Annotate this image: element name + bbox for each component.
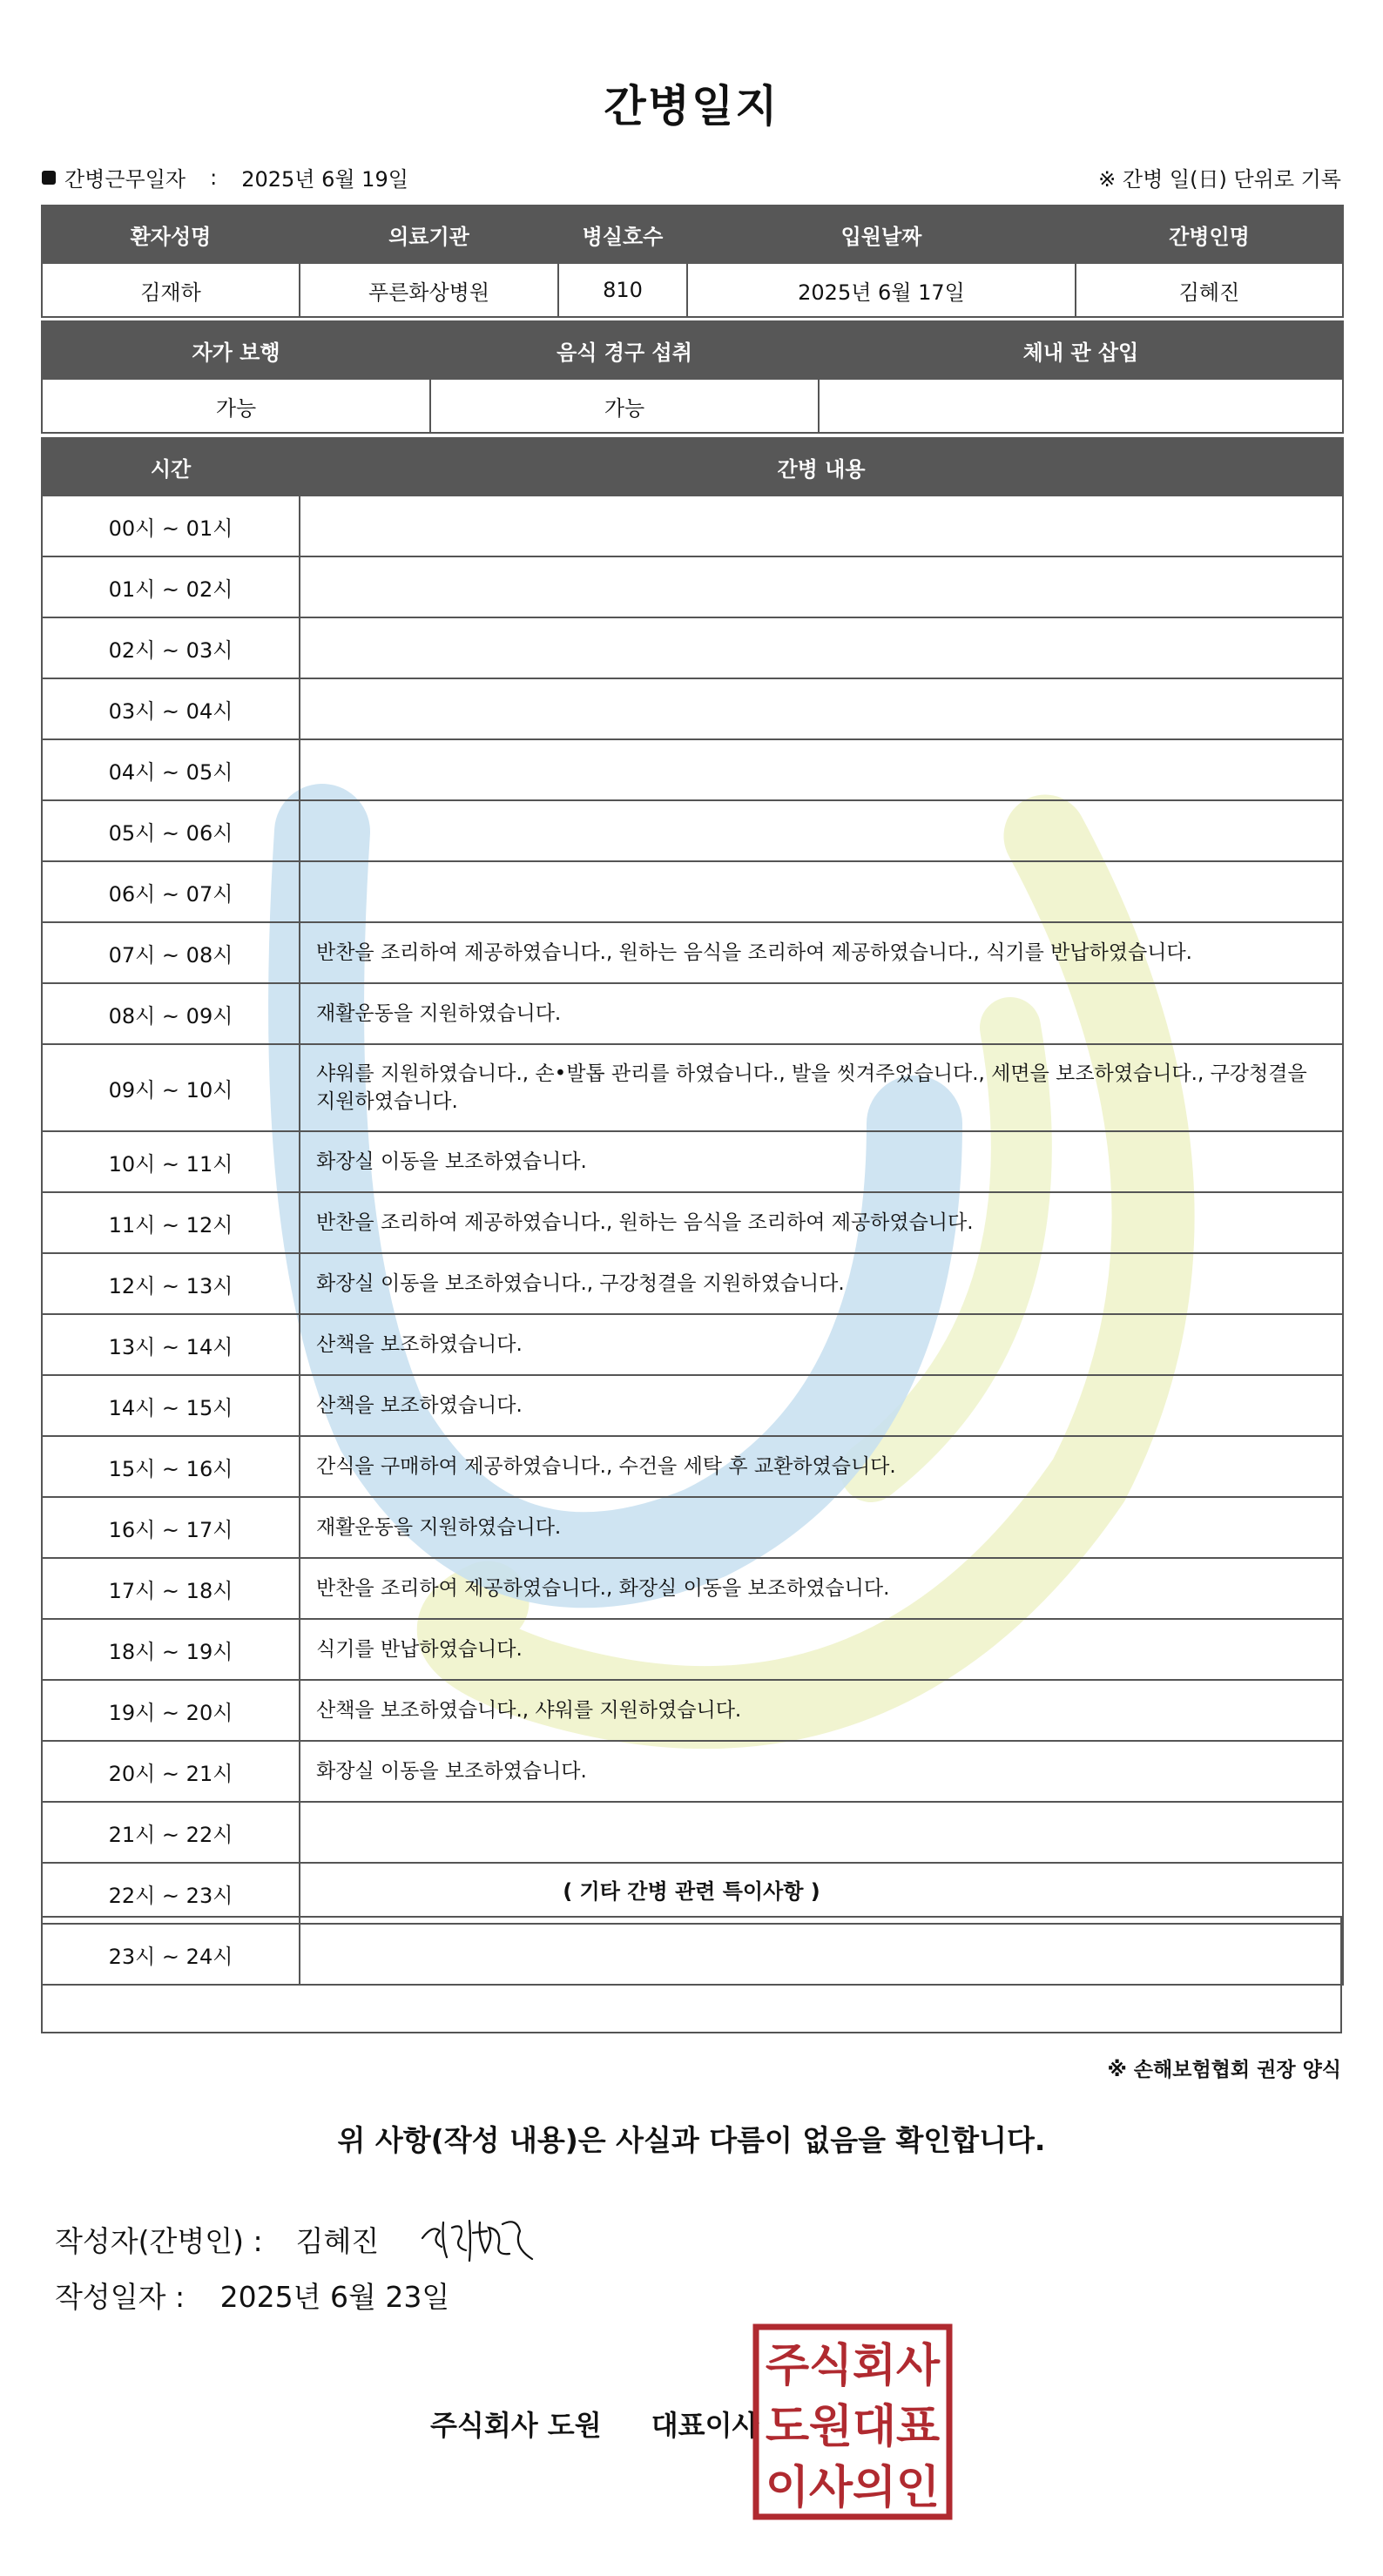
writer-label: 작성자(간병인) : — [55, 2223, 263, 2258]
log-time: 22시 ~ 23시 — [42, 1863, 300, 1924]
page-title: 간병일지 — [604, 81, 779, 131]
svg-text:도: 도 — [765, 2401, 810, 2453]
log-row — [42, 1558, 1343, 1619]
svg-text:표: 표 — [895, 2401, 941, 2453]
log-time: 09시 ~ 10시 — [42, 1044, 300, 1131]
log-content: 반찬을 조리하여 제공하였습니다., 원하는 음식을 조리하여 제공하였습니다. — [300, 1192, 1343, 1253]
log-content — [300, 1802, 1343, 1863]
header-tube-insertion: 체내 관 삽입 — [819, 321, 1343, 379]
log-time: 20시 ~ 21시 — [42, 1741, 300, 1802]
care-log-table — [41, 437, 1344, 1986]
log-row — [42, 1131, 1343, 1192]
special-notes-title: ( 기타 간병 관련 특이사항 ) — [563, 1879, 820, 1904]
log-time: 16시 ~ 17시 — [42, 1497, 300, 1558]
log-content — [300, 678, 1343, 739]
log-row — [42, 1497, 1343, 1558]
written-date-value: 2025년 6월 23일 — [219, 2280, 450, 2314]
log-row — [42, 1375, 1343, 1436]
log-content: 샤워를 지원하였습니다., 손•발톱 관리를 하였습니다., 발을 씻겨주었습니다., 세면을 보조하였습니다., 구강청결을 지원하였습니다. — [300, 1044, 1343, 1131]
log-content: 식기를 반납하였습니다. — [300, 1619, 1343, 1680]
log-time: 00시 ~ 01시 — [42, 496, 300, 556]
written-date-row — [55, 2275, 449, 2316]
record-note: ※ 간병 일(日) 단위로 기록 — [1098, 167, 1341, 192]
log-time: 14시 ~ 15시 — [42, 1375, 300, 1436]
bullet-square-icon — [42, 171, 56, 185]
log-time: 04시 ~ 05시 — [42, 739, 300, 800]
log-content — [300, 739, 1343, 800]
log-content: 반찬을 조리하여 제공하였습니다., 화장실 이동을 보조하였습니다. — [300, 1558, 1343, 1619]
log-row — [42, 1619, 1343, 1680]
company-seal-stamp — [752, 2323, 953, 2520]
log-content — [300, 496, 1343, 556]
room-number: 810 — [558, 263, 687, 317]
confirmation-statement: 위 사항(작성 내용)은 사실과 다름이 없음을 확인합니다. — [337, 2123, 1046, 2157]
work-date-colon: : — [210, 165, 218, 190]
header-care-content: 간병 내용 — [300, 438, 1343, 496]
log-row — [42, 1680, 1343, 1741]
log-time: 07시 ~ 08시 — [42, 922, 300, 983]
log-content: 간식을 구매하여 제공하였습니다., 수건을 세탁 후 교환하였습니다. — [300, 1436, 1343, 1497]
header-self-walking: 자가 보행 — [42, 321, 430, 379]
log-time: 18시 ~ 19시 — [42, 1619, 300, 1680]
log-content: 반찬을 조리하여 제공하였습니다., 원하는 음식을 조리하여 제공하였습니다., 식기를 반납하였습니다. — [300, 922, 1343, 983]
log-content: 산책을 보조하였습니다. — [300, 1375, 1343, 1436]
log-time: 03시 ~ 04시 — [42, 678, 300, 739]
company-signature-line — [430, 2404, 759, 2444]
svg-text:식: 식 — [808, 2340, 853, 2392]
header-patient-name: 환자성명 — [42, 206, 300, 263]
patient-header-row — [42, 206, 1343, 263]
log-row — [42, 1802, 1343, 1863]
log-row — [42, 678, 1343, 739]
svg-text:대: 대 — [852, 2401, 897, 2453]
log-row — [42, 983, 1343, 1044]
representative-title: 대표이사 — [651, 2409, 759, 2442]
log-row — [42, 739, 1343, 800]
log-row — [42, 556, 1343, 617]
log-row — [42, 1253, 1343, 1314]
log-time: 08시 ~ 09시 — [42, 983, 300, 1044]
log-row — [42, 800, 1343, 861]
patient-name: 김재하 — [42, 263, 300, 317]
work-date-value: 2025년 6월 19일 — [241, 167, 408, 192]
log-time: 10시 ~ 11시 — [42, 1131, 300, 1192]
hospital-name: 푸른화상병원 — [300, 263, 558, 317]
log-row — [42, 1192, 1343, 1253]
log-row — [42, 1741, 1343, 1802]
oral-intake-value: 가능 — [430, 379, 819, 433]
self-walking-value: 가능 — [42, 379, 430, 433]
log-content — [300, 617, 1343, 678]
log-time: 01시 ~ 02시 — [42, 556, 300, 617]
log-row — [42, 496, 1343, 556]
writer-name: 김혜진 — [295, 2223, 380, 2258]
svg-text:회: 회 — [852, 2340, 897, 2392]
log-row — [42, 922, 1343, 983]
header-oral-intake: 음식 경구 섭취 — [430, 321, 819, 379]
svg-text:이: 이 — [765, 2462, 810, 2514]
header-time: 시간 — [42, 438, 300, 496]
log-content — [300, 800, 1343, 861]
company-name: 주식회사 도원 — [430, 2409, 602, 2442]
log-content — [300, 556, 1343, 617]
association-note: ※ 손해보험협회 권장 양식 — [1107, 2059, 1341, 2081]
writer-row — [55, 2212, 546, 2266]
log-content: 산책을 보조하였습니다., 샤워를 지원하였습니다. — [300, 1680, 1343, 1741]
log-row — [42, 861, 1343, 922]
log-time: 15시 ~ 16시 — [42, 1436, 300, 1497]
log-content: 화장실 이동을 보조하였습니다., 구강청결을 지원하였습니다. — [300, 1253, 1343, 1314]
log-content — [300, 861, 1343, 922]
written-date-label: 작성일자 : — [55, 2280, 186, 2314]
status-header-row — [42, 321, 1343, 379]
patient-value-row — [42, 263, 1343, 317]
log-time: 11시 ~ 12시 — [42, 1192, 300, 1253]
svg-text:사: 사 — [808, 2462, 853, 2514]
patient-status-table — [41, 320, 1344, 434]
svg-text:사: 사 — [895, 2340, 941, 2392]
header-admission-date: 입원날짜 — [687, 206, 1076, 263]
work-date-label: 간병근무일자 — [64, 167, 186, 192]
log-time: 02시 ~ 03시 — [42, 617, 300, 678]
log-content: 화장실 이동을 보조하였습니다. — [300, 1741, 1343, 1802]
log-row — [42, 1314, 1343, 1375]
svg-text:인: 인 — [895, 2462, 941, 2514]
header-room: 병실호수 — [558, 206, 687, 263]
log-content: 재활운동을 지원하였습니다. — [300, 1497, 1343, 1558]
svg-text:주: 주 — [765, 2340, 810, 2392]
log-time: 12시 ~ 13시 — [42, 1253, 300, 1314]
status-value-row — [42, 379, 1343, 433]
handwritten-signature — [415, 2212, 546, 2266]
svg-text:원: 원 — [808, 2401, 853, 2453]
log-content: 재활운동을 지원하였습니다. — [300, 983, 1343, 1044]
tube-insertion-value — [819, 379, 1343, 433]
log-time: 05시 ~ 06시 — [42, 800, 300, 861]
header-hospital: 의료기관 — [300, 206, 558, 263]
log-time: 23시 ~ 24시 — [42, 1924, 300, 1985]
log-time: 19시 ~ 20시 — [42, 1680, 300, 1741]
admission-date: 2025년 6월 17일 — [687, 263, 1076, 317]
log-time: 21시 ~ 22시 — [42, 1802, 300, 1863]
log-content: 산책을 보조하였습니다. — [300, 1314, 1343, 1375]
log-time: 06시 ~ 07시 — [42, 861, 300, 922]
log-row — [42, 1044, 1343, 1131]
work-date-row — [42, 162, 408, 192]
log-row — [42, 1436, 1343, 1497]
log-content: 화장실 이동을 보조하였습니다. — [300, 1131, 1343, 1192]
special-notes-box — [41, 1916, 1342, 2033]
header-caregiver-name: 간병인명 — [1076, 206, 1343, 263]
log-header-row — [42, 438, 1343, 496]
svg-text:의: 의 — [852, 2462, 897, 2514]
log-row — [42, 617, 1343, 678]
log-time: 13시 ~ 14시 — [42, 1314, 300, 1375]
log-time: 17시 ~ 18시 — [42, 1558, 300, 1619]
caregiver-name: 김혜진 — [1076, 263, 1343, 317]
patient-info-table — [41, 205, 1344, 318]
